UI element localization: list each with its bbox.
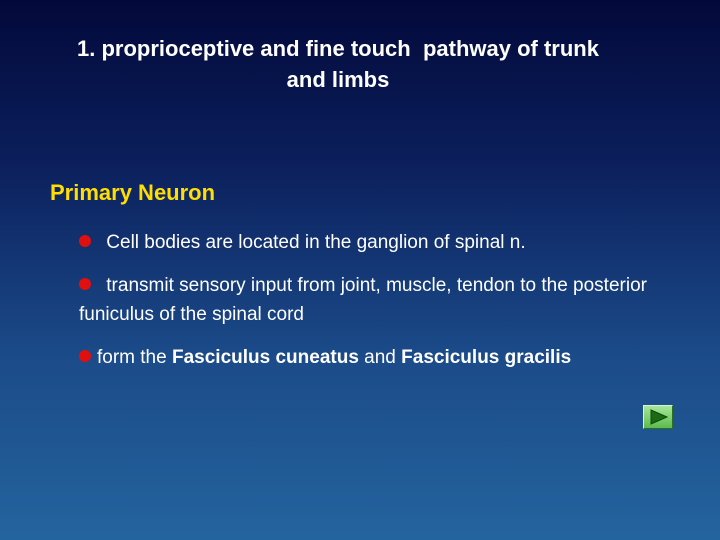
bullet-text: and [358, 347, 402, 368]
subheading-primary-neuron: Primary Neuron [50, 180, 216, 205]
bullet-item [79, 271, 679, 329]
bullet-dot-icon [79, 235, 91, 247]
bullet-text: transmit sensory input from joint, muscle, tendon to the posterior funiculus of the spinal cord [79, 275, 647, 325]
slide-title: 1. proprioceptive and fine touch pathway of trunk and limbs [77, 36, 599, 92]
bullet-text: Cell bodies are located in the ganglion of spinal n. [101, 232, 526, 253]
bullet-dot-icon [79, 278, 91, 290]
term-fasciculus-gracilis: Fasciculus gracilis [401, 347, 572, 368]
bullet-text: form the [97, 347, 172, 368]
bullet-item [79, 343, 679, 372]
term-fasciculus-cuneatus: Fasciculus cuneatus [171, 347, 359, 368]
play-triangle-icon [650, 409, 668, 425]
bullet-list [79, 228, 679, 386]
bullet-item [79, 228, 679, 257]
next-slide-button[interactable] [643, 405, 673, 429]
bullet-dot-icon [79, 350, 91, 362]
